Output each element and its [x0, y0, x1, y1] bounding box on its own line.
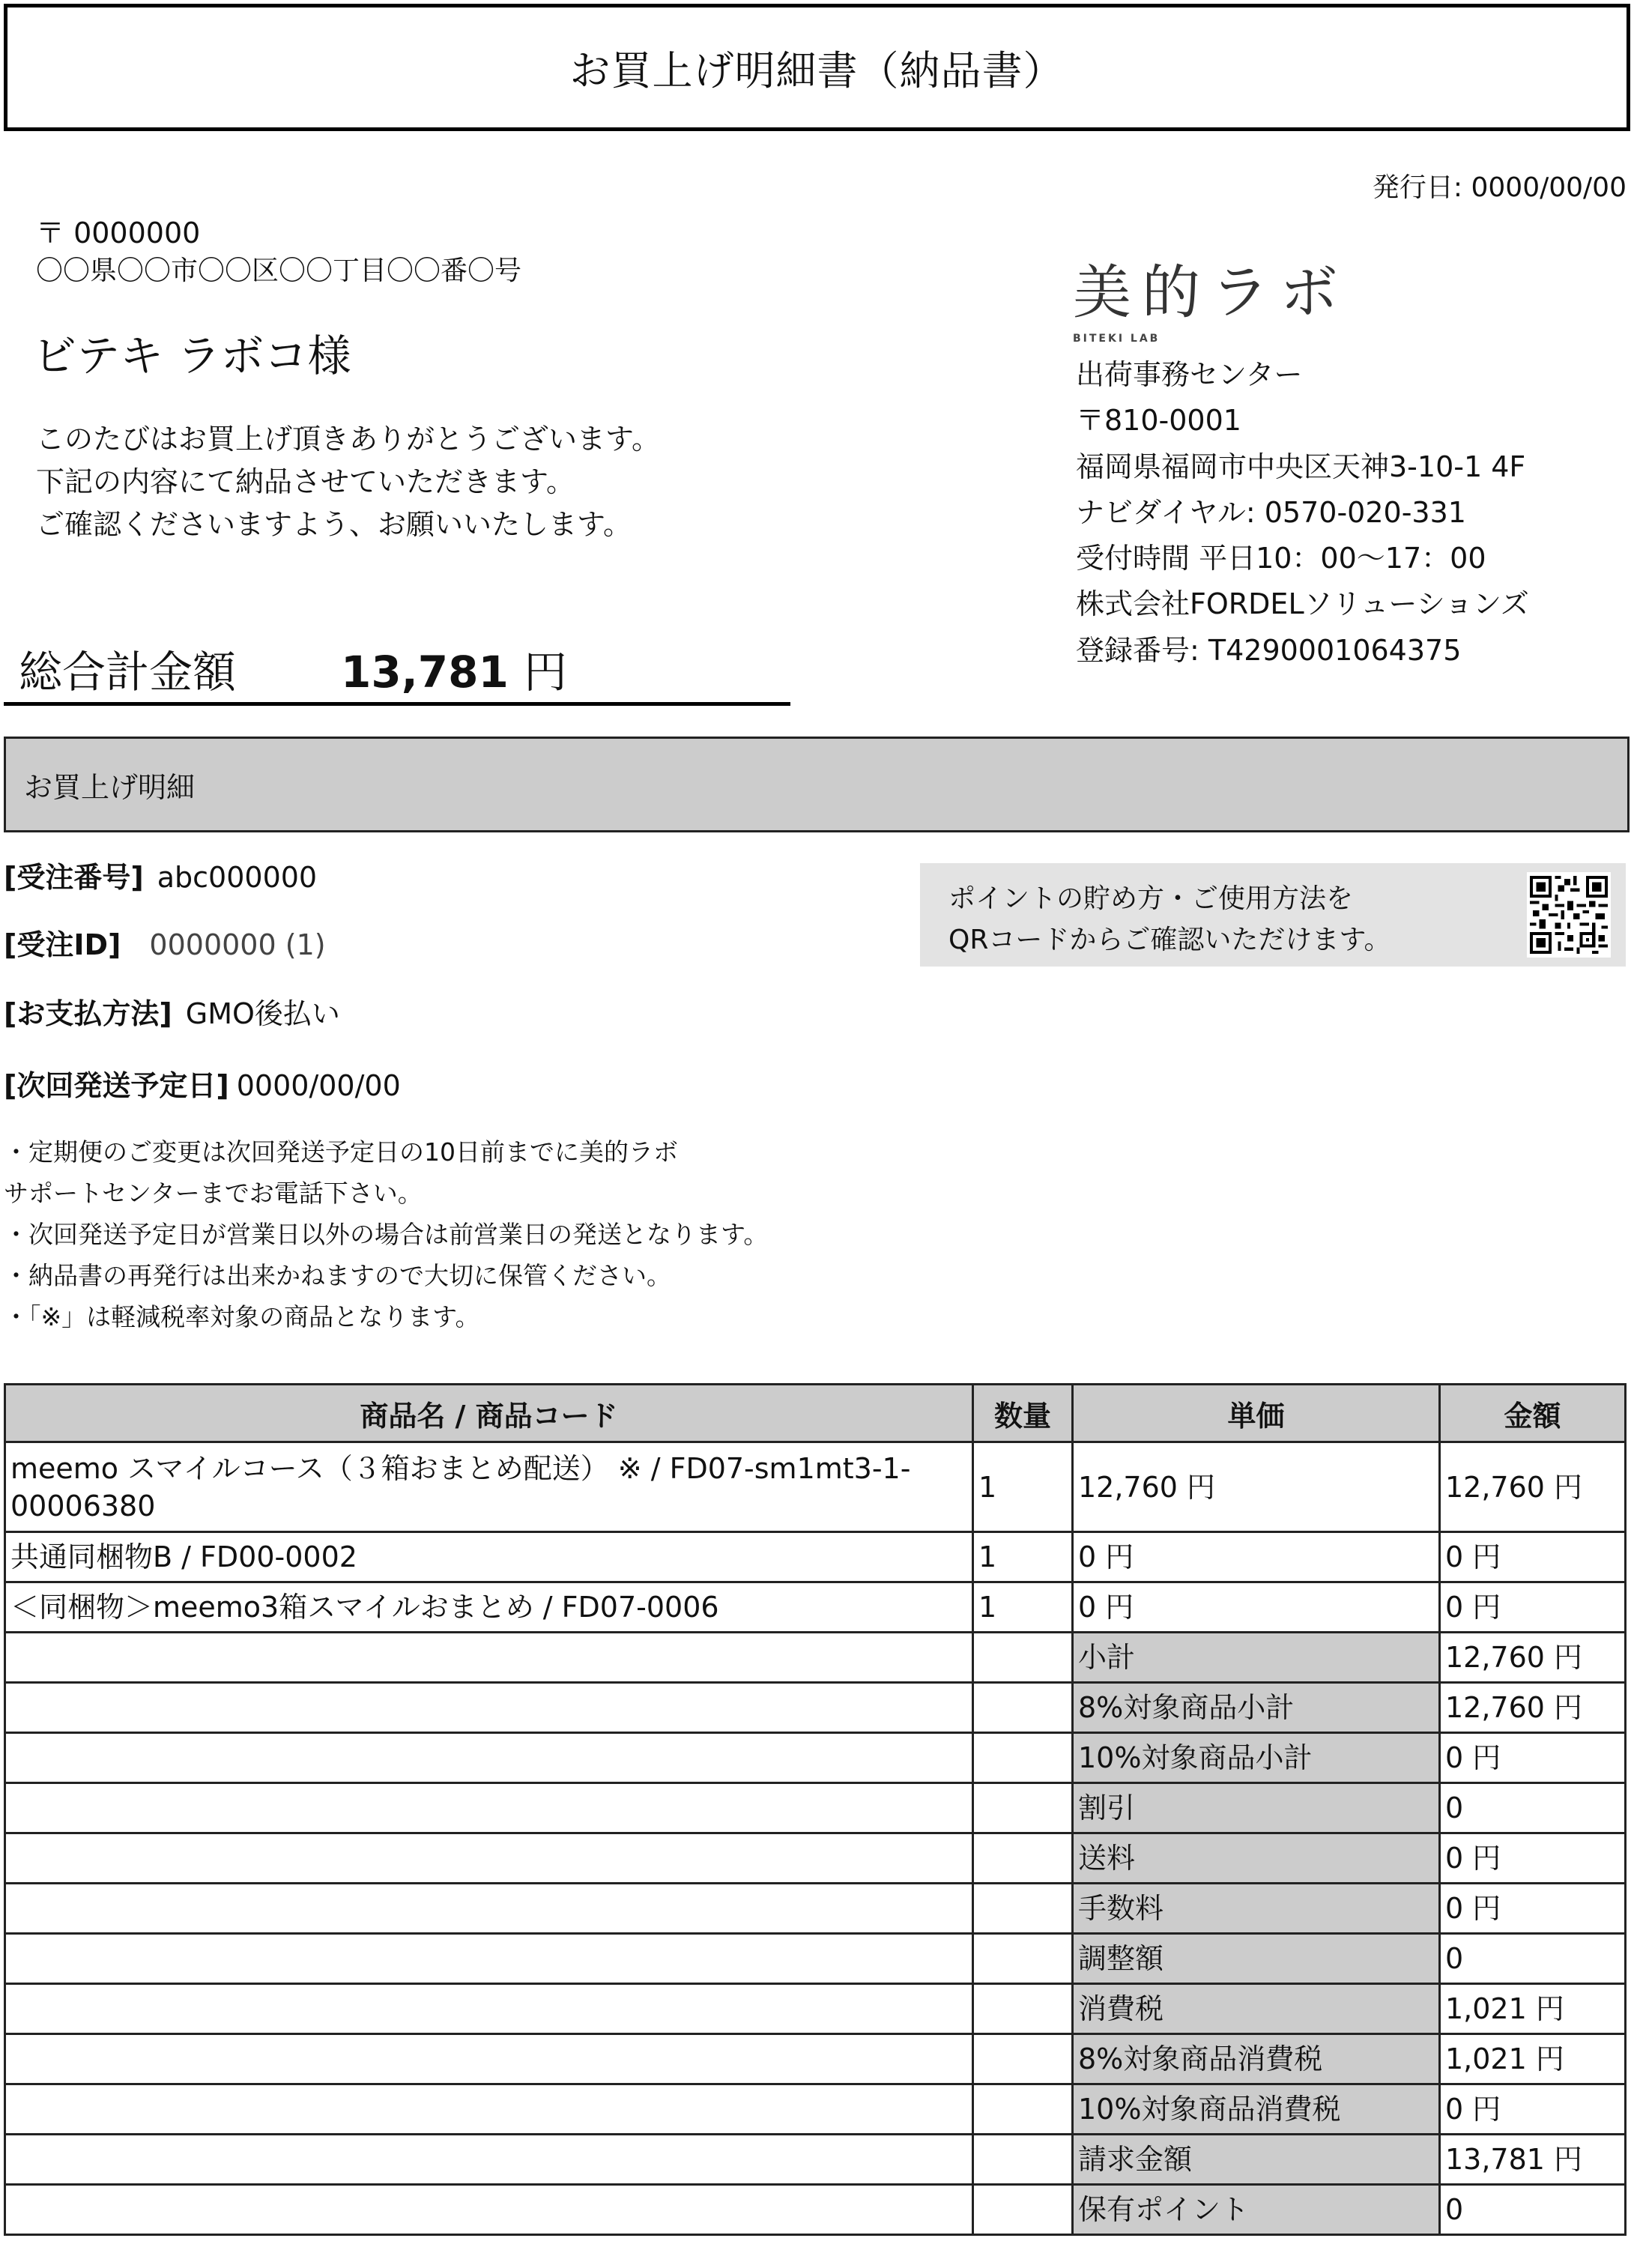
brand-logo: [1073, 259, 1349, 345]
table-row: [5, 1582, 1626, 1633]
summary-value: 0 円: [1440, 1733, 1626, 1783]
customer-honorific: 様: [307, 330, 351, 381]
product-name: 共通同梱物B / FD00-0002: [5, 1532, 973, 1582]
summary-value: 0 円: [1440, 2084, 1626, 2135]
customer-address: 〇〇県〇〇市〇〇区〇〇丁目〇〇番〇号: [36, 255, 522, 286]
column-header-quantity: 数量: [973, 1385, 1073, 1442]
note-item: ・納品書の再発行は出来かねますので大切に保管ください。: [4, 1261, 671, 1290]
order-id-value: 0000000 (1): [149, 928, 326, 961]
summary-label: 保有ポイント: [1073, 2185, 1440, 2235]
order-id-label: [受注ID]: [4, 928, 121, 961]
summary-value: 0: [1440, 2185, 1626, 2235]
product-qty: 1: [973, 1582, 1073, 1633]
shop-address: 福岡県福岡市中央区天神3-10-1 4F: [1076, 450, 1526, 483]
summary-value: 1,021 円: [1440, 1984, 1626, 2034]
table-row: [5, 1532, 1626, 1582]
summary-value: 0 円: [1440, 1884, 1626, 1934]
summary-row-10pct-tax: [5, 2084, 1626, 2135]
greeting-line: このたびはお買上げ頂きありがとうございます。: [36, 423, 660, 456]
summary-row-fee: [5, 1884, 1626, 1934]
summary-label: 消費税: [1073, 1984, 1440, 2034]
summary-label: 10%対象商品小計: [1073, 1733, 1440, 1783]
qr-text-line: ポイントの貯め方・ご使用方法を: [948, 883, 1354, 914]
qr-code-icon[interactable]: [1527, 872, 1611, 958]
summary-value: 0: [1440, 1934, 1626, 1984]
summary-value: 0 円: [1440, 1833, 1626, 1884]
next-ship-date-label: [次回発送予定日]: [4, 1069, 229, 1102]
summary-label: 小計: [1073, 1633, 1440, 1683]
summary-row-consumption-tax: [5, 1984, 1626, 2034]
product-amount: 0 円: [1440, 1532, 1626, 1582]
shop-info: [1076, 352, 1529, 674]
summary-label: 送料: [1073, 1833, 1440, 1884]
product-qty: 1: [973, 1442, 1073, 1532]
summary-label: 割引: [1073, 1783, 1440, 1833]
brand-logo-jp: 美的ラボ: [1073, 259, 1349, 327]
product-unit-price: 0 円: [1073, 1532, 1440, 1582]
notes-list: [4, 1131, 768, 1337]
section-header-purchase-details: [4, 737, 1630, 832]
column-header-product: 商品名 / 商品コード: [5, 1385, 973, 1442]
table-header-row: [5, 1385, 1626, 1442]
greeting-message: [36, 418, 660, 546]
points-qr-box: [920, 863, 1626, 967]
shop-company: 株式会社FORDELソリューションズ: [1076, 587, 1529, 621]
product-unit-price: 12,760 円: [1073, 1442, 1440, 1532]
summary-value: 0: [1440, 1783, 1626, 1833]
summary-label: 8%対象商品小計: [1073, 1683, 1440, 1733]
summary-label: 10%対象商品消費税: [1073, 2084, 1440, 2135]
customer-name: ビテキ ラボコ: [33, 330, 308, 381]
document-title: お買上げ明細書（納品書）: [569, 46, 1065, 94]
summary-row-10pct-subtotal: [5, 1733, 1626, 1783]
shop-department: 出荷事務センター: [1076, 358, 1303, 391]
grand-total-unit: 円: [524, 647, 568, 698]
payment-method-label: [お支払方法]: [4, 997, 172, 1030]
product-name: ＜同梱物＞meemo3箱スマイルおまとめ / FD07-0006: [5, 1582, 973, 1633]
total-underline: [4, 702, 790, 706]
summary-label: 調整額: [1073, 1934, 1440, 1984]
summary-row-shipping: [5, 1833, 1626, 1884]
shop-hours: 受付時間 平日10：00〜17：00: [1076, 542, 1486, 575]
summary-label: 手数料: [1073, 1884, 1440, 1934]
shop-postal-code: 〒810-0001: [1076, 404, 1241, 438]
qr-text-line: QRコードからご確認いただけます。: [948, 925, 1391, 955]
note-item: ・定期便のご変更は次回発送予定日の10日前までに美的ラボ: [4, 1137, 678, 1167]
payment-method-value: GMO後払い: [185, 997, 340, 1030]
summary-label: 8%対象商品消費税: [1073, 2034, 1440, 2084]
summary-row-8pct-subtotal: [5, 1683, 1626, 1733]
greeting-line: ご確認くださいますよう、お願いいたします。: [36, 508, 632, 541]
grand-total-amount: 13,781: [341, 647, 509, 698]
shop-phone: ナビダイヤル: 0570-020-331: [1076, 495, 1466, 529]
summary-value: 12,760 円: [1440, 1683, 1626, 1733]
note-item: ・次回発送予定日が営業日以外の場合は前営業日の発送となります。: [4, 1220, 769, 1249]
order-number-label: [受注番号]: [4, 861, 144, 894]
column-header-amount: 金額: [1440, 1385, 1626, 1442]
section-title: お買上げ明細: [24, 770, 196, 804]
next-ship-date-row: [4, 1062, 401, 1104]
next-ship-date-value: 0000/00/00: [236, 1069, 401, 1102]
brand-logo-en: BITEKI LAB: [1073, 333, 1161, 345]
product-unit-price: 0 円: [1073, 1582, 1440, 1633]
table-row: [5, 1442, 1626, 1532]
grand-total-value: [341, 637, 567, 700]
summary-value: 12,760 円: [1440, 1633, 1626, 1683]
note-item: ・「※」は軽減税率対象の商品となります。: [4, 1302, 480, 1331]
points-qr-text: [948, 878, 1391, 961]
customer-postal-code: 〒 0000000: [36, 217, 201, 250]
summary-row-subtotal: [5, 1633, 1626, 1683]
summary-row-8pct-tax: [5, 2034, 1626, 2084]
summary-row-discount: [5, 1783, 1626, 1833]
summary-value: 1,021 円: [1440, 2034, 1626, 2084]
product-qty: 1: [973, 1532, 1073, 1582]
grand-total-label: 総合計金額: [19, 647, 237, 698]
summary-row-points: [5, 2185, 1626, 2235]
order-id-row: [4, 922, 326, 963]
product-name: meemo スマイルコース（３箱おまとめ配送） ※ / FD07-sm1mt3-1-00006380: [5, 1442, 973, 1532]
summary-row-adjustment: [5, 1934, 1626, 1984]
summary-row-billing-amount: [5, 2135, 1626, 2185]
product-amount: 0 円: [1440, 1582, 1626, 1633]
document-title-box: [4, 4, 1630, 131]
items-table: [4, 1383, 1627, 2236]
summary-value: 13,781 円: [1440, 2135, 1626, 2185]
column-header-unit-price: 単価: [1073, 1385, 1440, 1442]
issue-date: 発行日: 0000/00/00: [1372, 172, 1627, 203]
note-item: サポートセンターまでお電話下さい。: [4, 1179, 423, 1208]
greeting-line: 下記の内容にて納品させていただきます。: [36, 465, 575, 498]
summary-label: 請求金額: [1073, 2135, 1440, 2185]
customer-name-line: [33, 321, 351, 384]
product-amount: 12,760 円: [1440, 1442, 1626, 1532]
shop-registration-number: 登録番号: T4290001064375: [1076, 633, 1462, 667]
order-number-value: abc000000: [157, 861, 318, 894]
payment-method-row: [4, 991, 340, 1032]
order-number-row: [4, 854, 317, 895]
